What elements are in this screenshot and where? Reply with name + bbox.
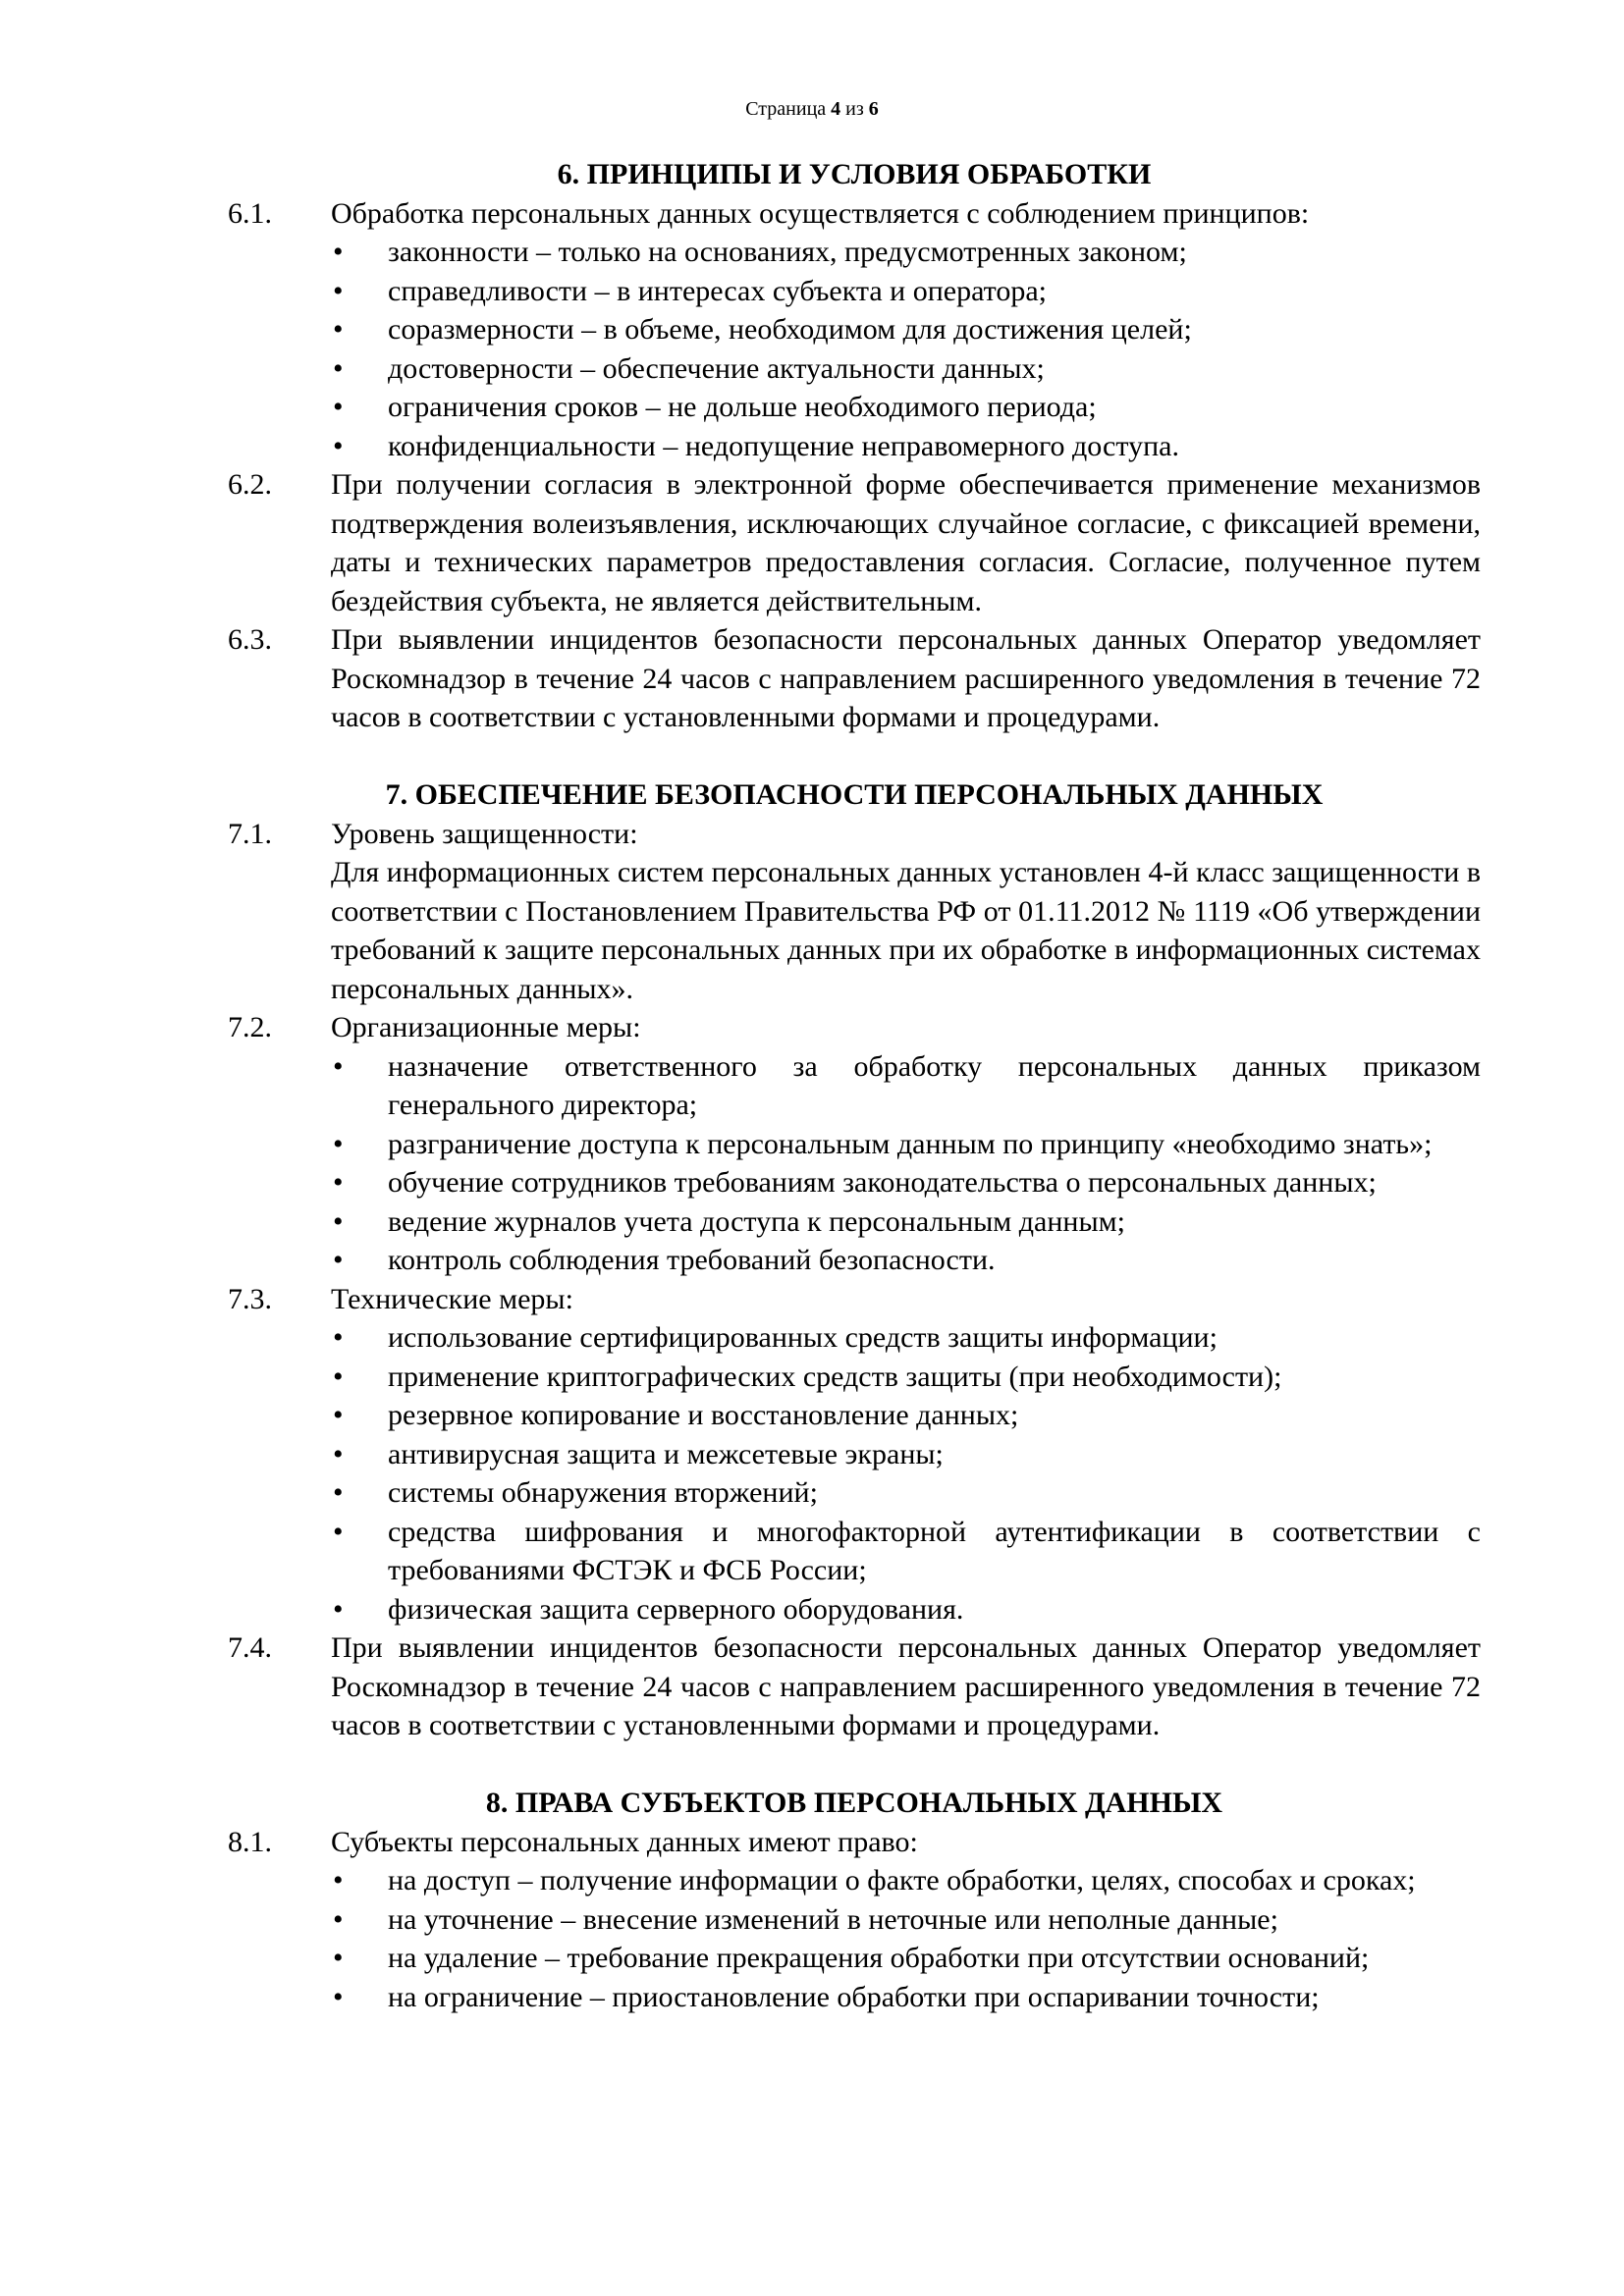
total-pages-number: 6 [868, 98, 879, 120]
list-item: • средства шифрования и многофакторной аутентификации в соответствии с требованиями ФСТЭК и ФСБ России; [331, 1513, 1481, 1590]
clause-7-4 [228, 1629, 1481, 1745]
clause-number: 6.1. [228, 196, 272, 230]
list-item: • на доступ – получение информации о факте обработки, целях, способах и сроках; [331, 1861, 1481, 1900]
bullet-icon: • [333, 1902, 344, 1936]
bullet-list [331, 1047, 1481, 1280]
list-item: • назначение ответственного за обработку персональных данных приказом генерального директора; [331, 1047, 1481, 1125]
clause-6-3 [228, 620, 1481, 737]
list-item: • ограничения сроков – не дольше необходимого периода; [331, 388, 1481, 427]
current-page-number: 4 [831, 98, 841, 120]
list-item: • достоверности – обеспечение актуальности данных; [331, 349, 1481, 389]
clause-7-1 [228, 815, 1481, 1009]
page-header [0, 98, 1624, 121]
bullet-icon: • [333, 236, 344, 268]
clause-text: При выявлении инцидентов безопасности персональных данных Оператор уведомляет Роскомнадзор в течение 24 часов с направлением расширенного уведомления в течение 72 часов в соответствии с установленными формами и процедурами. [331, 1631, 1481, 1741]
list-item: • резервное копирование и восстановление данных; [331, 1396, 1481, 1435]
page-label: Страница [745, 98, 832, 120]
list-item: • на уточнение – внесение изменений в неточные или неполные данные; [331, 1900, 1481, 1940]
clause-6-1 [228, 194, 1481, 466]
section-title: 8. ПРАВА СУБЪЕКТОВ ПЕРСОНАЛЬНЫХ ДАННЫХ [485, 1787, 1223, 1819]
list-item: • соразмерности – в объеме, необходимом для достижения целей; [331, 310, 1481, 349]
list-item: • физическая защита серверного оборудования. [331, 1590, 1481, 1629]
clause-number: 6.2. [228, 468, 272, 501]
bullet-icon: • [333, 1864, 344, 1896]
bullet-icon: • [333, 391, 344, 423]
bullet-icon: • [333, 1515, 344, 1548]
list-item: • на удаление – требование прекращения обработки при отсутствии оснований; [331, 1939, 1481, 1978]
document-content [228, 155, 1481, 2016]
list-item: • законности – только на основаниях, предусмотренных законом; [331, 233, 1481, 272]
bullet-list [331, 1318, 1481, 1629]
clause-text: При выявлении инцидентов безопасности персональных данных Оператор уведомляет Роскомнадзор в течение 24 часов с направлением расширенного уведомления в течение 72 часов в соответствии с установленными формами и процедурами. [331, 623, 1481, 733]
bullet-icon: • [333, 313, 344, 346]
bullet-icon: • [333, 1244, 344, 1276]
list-item: • антивирусная защита и межсетевые экраны; [331, 1435, 1481, 1474]
clause-text: Технические меры: [331, 1282, 573, 1315]
list-item: • обучение сотрудников требованиям законодательства о персональных данных; [331, 1163, 1481, 1202]
list-item: • системы обнаружения вторжений; [331, 1473, 1481, 1513]
bullet-icon: • [333, 1360, 344, 1393]
bullet-icon: • [333, 1166, 344, 1199]
clause-8-1 [228, 1823, 1481, 2017]
bullet-icon: • [333, 1399, 344, 1431]
bullet-list [331, 1861, 1481, 2016]
list-item: • на ограничение – приостановление обработки при оспаривании точности; [331, 1978, 1481, 2017]
bullet-icon: • [333, 1321, 344, 1354]
list-item: • применение криптографических средств защиты (при необходимости); [331, 1358, 1481, 1397]
list-item: • использование сертифицированных средств защиты информации; [331, 1318, 1481, 1358]
bullet-icon: • [333, 1942, 344, 1974]
clause-number: 7.1. [228, 817, 272, 850]
bullet-icon: • [333, 1476, 344, 1509]
clause-text: Субъекты персональных данных имеют право: [331, 1825, 918, 1858]
clause-text: Организационные меры: [331, 1011, 641, 1043]
bullet-icon: • [333, 1437, 344, 1470]
clause-number: 8.1. [228, 1825, 272, 1858]
bullet-icon: • [333, 274, 344, 307]
bullet-icon: • [333, 1204, 344, 1238]
clause-number: 7.4. [228, 1631, 272, 1664]
bullet-icon: • [333, 1049, 344, 1083]
section-title: 7. ОБЕСПЕЧЕНИЕ БЕЗОПАСНОСТИ ПЕРСОНАЛЬНЫХ ДАННЫХ [385, 778, 1324, 811]
bullet-list [331, 233, 1481, 465]
list-item: • справедливости – в интересах субъекта и оператора; [331, 272, 1481, 311]
clause-number: 7.3. [228, 1282, 272, 1315]
list-item: • разграничение доступа к персональным данным по принципу «необходимо знать»; [331, 1125, 1481, 1164]
clause-text: При получении согласия в электронной форме обеспечивается применение механизмов подтверждения волеизъявления, исключающих случайное согласие, с фиксацией времени, даты и технических параметров предоставления согласия. Согласие, полученное путем бездействия субъекта, не является действительным. [331, 468, 1481, 617]
bullet-icon: • [333, 1592, 344, 1626]
clause-number: 6.3. [228, 623, 272, 656]
clause-paragraph: Для информационных систем персональных данных установлен 4-й класс защищенности в соответствии с Постановлением Правительства РФ от 01.11.2012 № 1119 «Об утверждении требований к защите персональных данных при их обработке в информационных системах персональных данных». [331, 856, 1481, 1005]
bullet-icon: • [333, 429, 344, 462]
section-title: 6. ПРИНЦИПЫ И УСЛОВИЯ ОБРАБОТКИ [557, 158, 1152, 190]
clause-text: Уровень защищенности: [331, 817, 638, 850]
bullet-icon: • [333, 1980, 344, 2013]
clause-7-3 [228, 1280, 1481, 1629]
bullet-icon: • [333, 351, 344, 385]
page-of-label: из [840, 98, 869, 120]
clause-text: Обработка персональных данных осуществляется с соблюдением принципов: [331, 196, 1310, 230]
bullet-icon: • [333, 1127, 344, 1160]
list-item: • конфиденциальности – недопущение неправомерного доступа. [331, 427, 1481, 466]
clause-6-2 [228, 465, 1481, 620]
list-item: • ведение журналов учета доступа к персональным данным; [331, 1202, 1481, 1242]
clause-7-2 [228, 1008, 1481, 1280]
list-item: • контроль соблюдения требований безопасности. [331, 1241, 1481, 1280]
clause-number: 7.2. [228, 1011, 272, 1043]
